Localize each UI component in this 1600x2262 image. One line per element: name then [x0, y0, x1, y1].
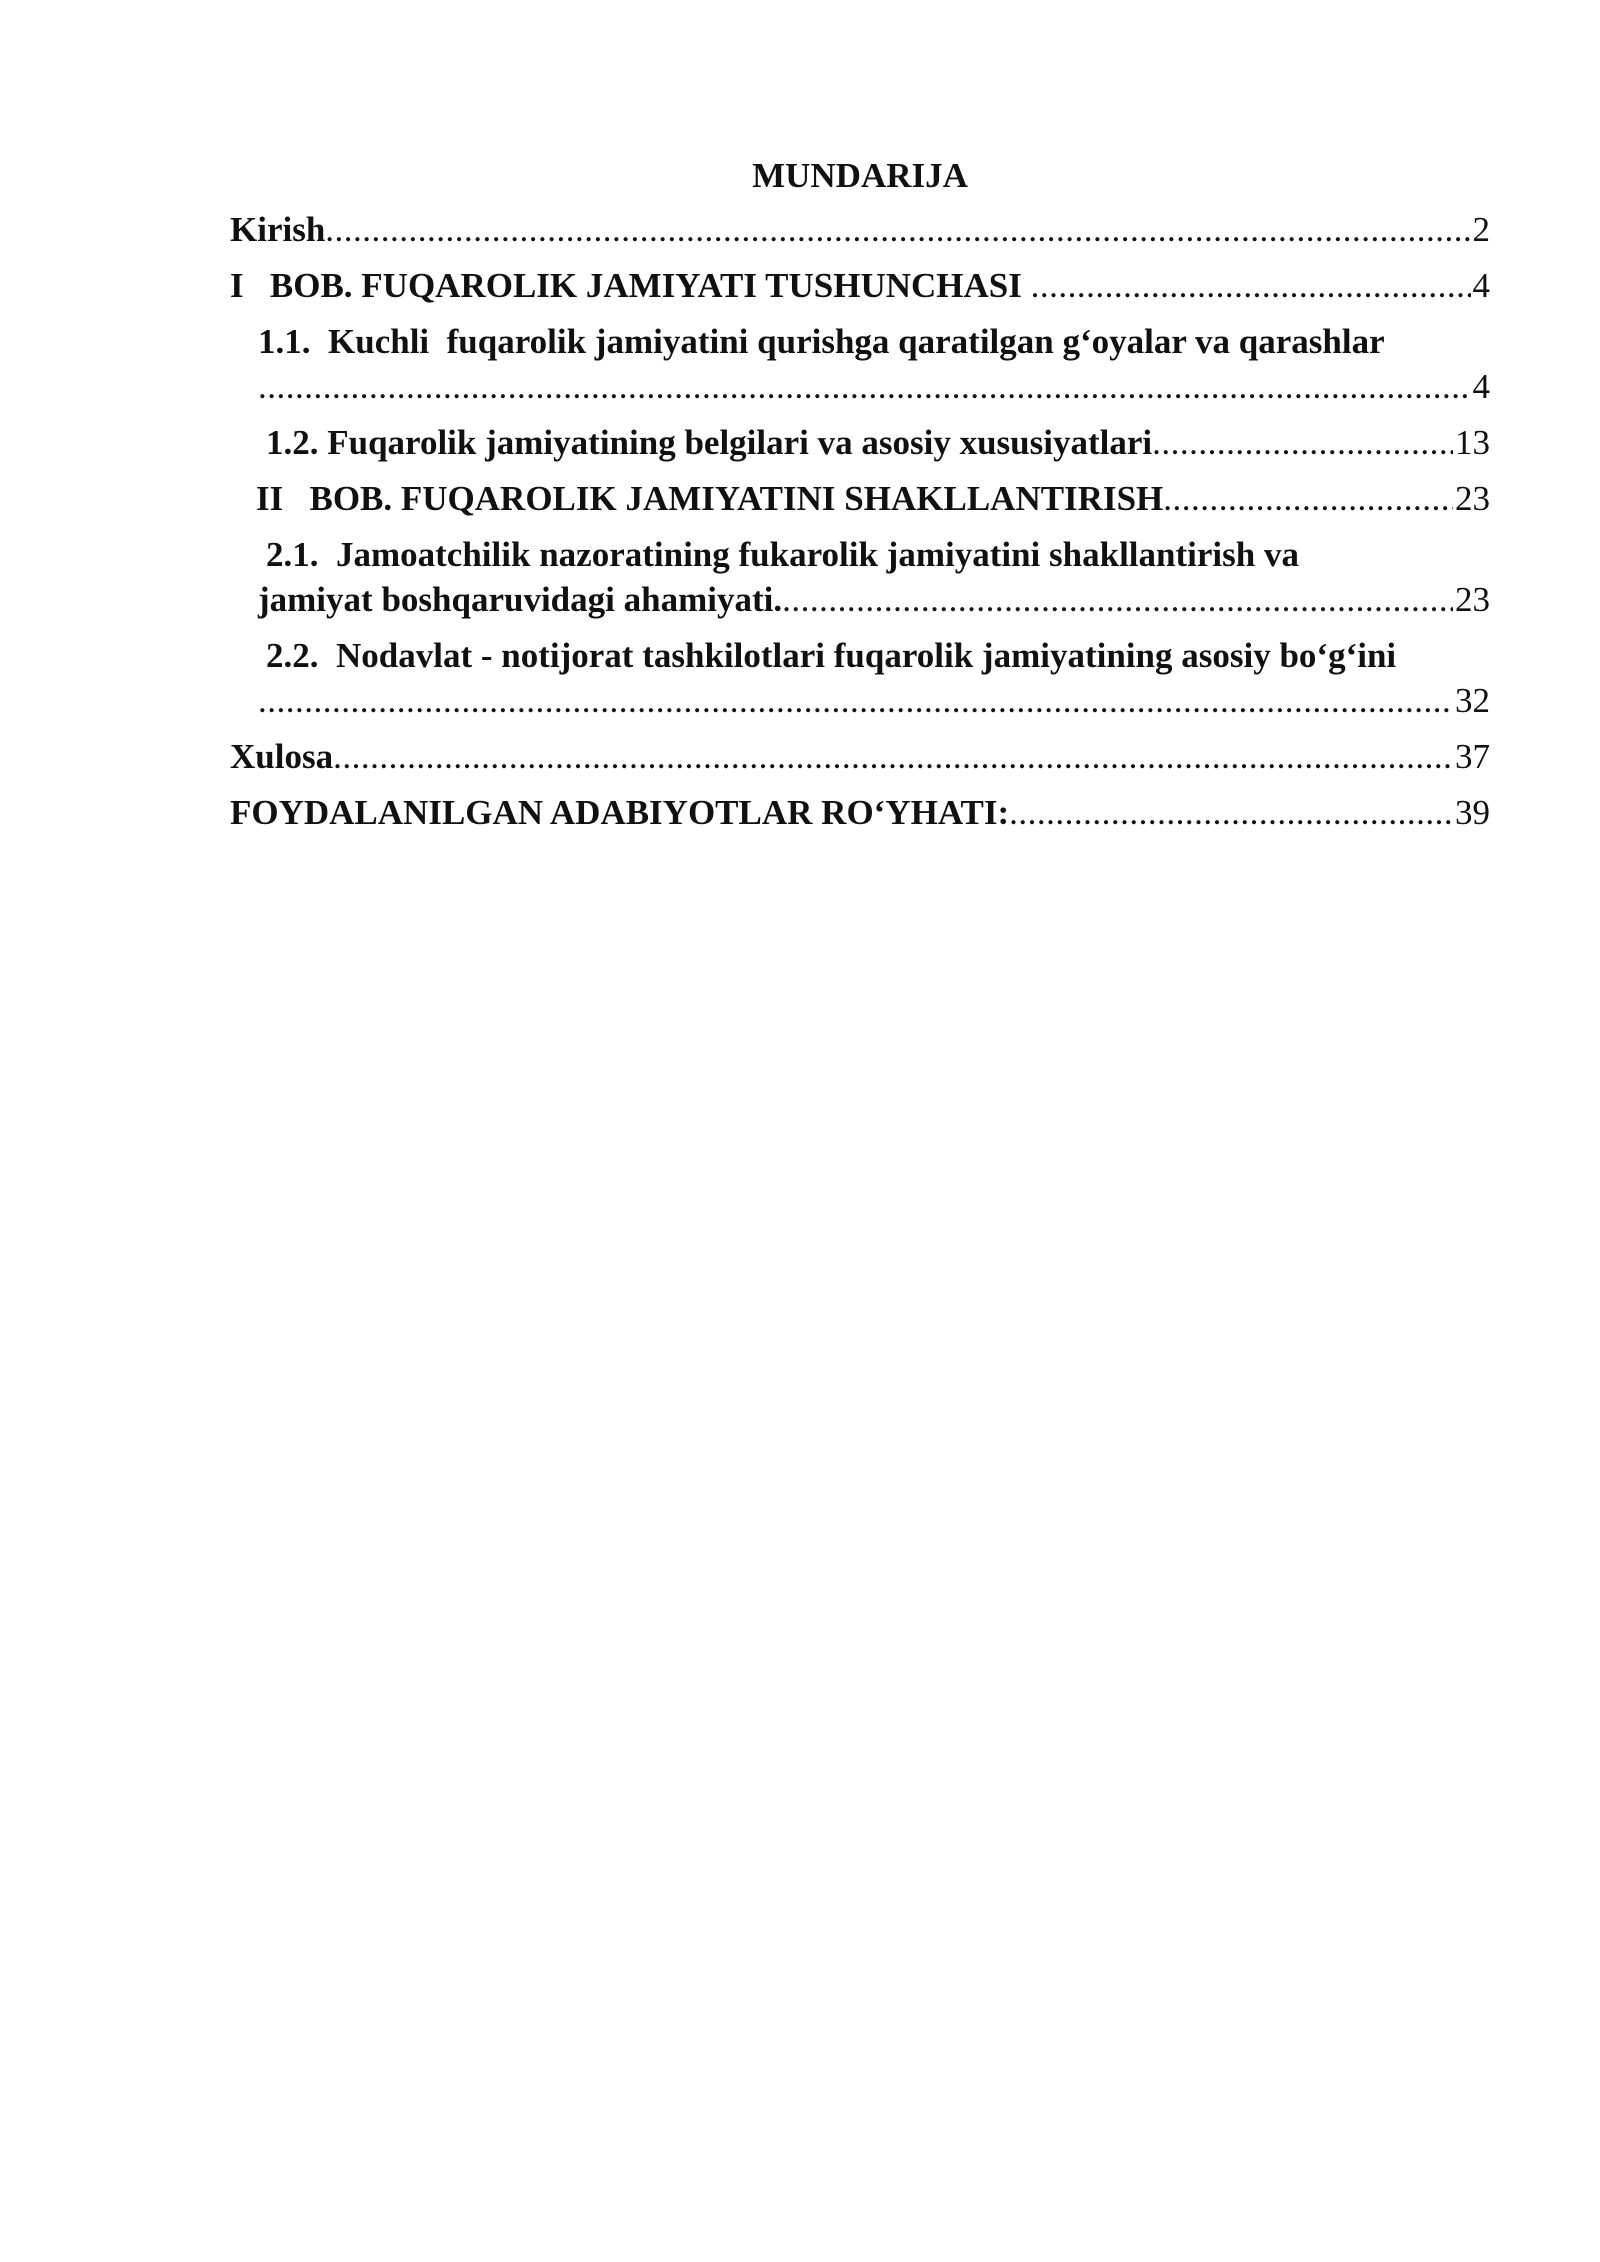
toc-page-number: 32 — [1455, 681, 1490, 720]
toc-page-number: 23 — [1455, 580, 1490, 619]
dot-leader — [1152, 420, 1453, 465]
toc-page-number: 4 — [1472, 367, 1490, 406]
toc-entry-label: Xulosa — [230, 737, 334, 776]
toc-entry-label: FOYDALANILGAN ADABIYOTLAR RO‘YHATI: — [230, 793, 1010, 832]
dot-leader — [1163, 476, 1453, 521]
toc-entry-references[interactable] — [230, 790, 1490, 835]
toc-entry-section-2-1[interactable] — [230, 532, 1490, 622]
toc-entry-label: II BOB. FUQAROLIK JAMIYATINI SHAKLLANTIRISH — [256, 479, 1164, 518]
dot-leader — [258, 364, 1471, 409]
dot-leader — [1009, 790, 1453, 835]
toc-entry-label: Kirish — [230, 210, 326, 249]
toc-entry-label: 2.2. Nodavlat - notijorat tashkilotlari fuqarolik jamiyatining asosiy bo‘g‘ini — [266, 636, 1397, 675]
toc-entry-chapter-1[interactable] — [230, 263, 1490, 308]
toc-entry-xulosa[interactable] — [230, 734, 1490, 779]
toc-page-number: 39 — [1455, 793, 1490, 832]
toc-page-number: 23 — [1455, 479, 1490, 518]
dot-leader — [333, 734, 1453, 779]
dot-leader — [1031, 263, 1471, 308]
table-of-contents — [230, 150, 1490, 846]
toc-entry-label-line-1: 2.1. Jamoatchilik nazoratining fukarolik jamiyatini shakllantirish va — [266, 535, 1299, 574]
toc-page-number: 37 — [1455, 737, 1490, 776]
toc-entry-label: I BOB. FUQAROLIK JAMIYATI TUSHUNCHASI — [230, 266, 1031, 305]
dot-leader — [258, 678, 1453, 723]
toc-page-number: 4 — [1472, 266, 1490, 305]
toc-entry-chapter-2[interactable] — [230, 476, 1490, 521]
toc-title: MUNDARIJA — [752, 156, 968, 195]
dot-leader — [325, 207, 1470, 252]
toc-entry-label: 1.2. Fuqarolik jamiyatining belgilari va asosiy xususiyatlari — [266, 423, 1153, 462]
toc-entry-section-1-2[interactable] — [230, 420, 1490, 465]
toc-page-number: 13 — [1455, 423, 1490, 462]
toc-entry-label: 1.1. Kuchli fuqarolik jamiyatini qurishga qaratilgan g‘oyalar va qarashlar — [258, 322, 1385, 361]
toc-entry-kirish[interactable] — [230, 207, 1490, 252]
toc-entry-label-line-2: jamiyat boshqaruvidagi ahamiyati. — [258, 580, 783, 619]
toc-entry-section-1-1[interactable] — [230, 319, 1490, 409]
toc-page-number: 2 — [1472, 210, 1490, 249]
toc-entry-section-2-2[interactable] — [230, 633, 1490, 723]
dot-leader — [782, 577, 1453, 622]
